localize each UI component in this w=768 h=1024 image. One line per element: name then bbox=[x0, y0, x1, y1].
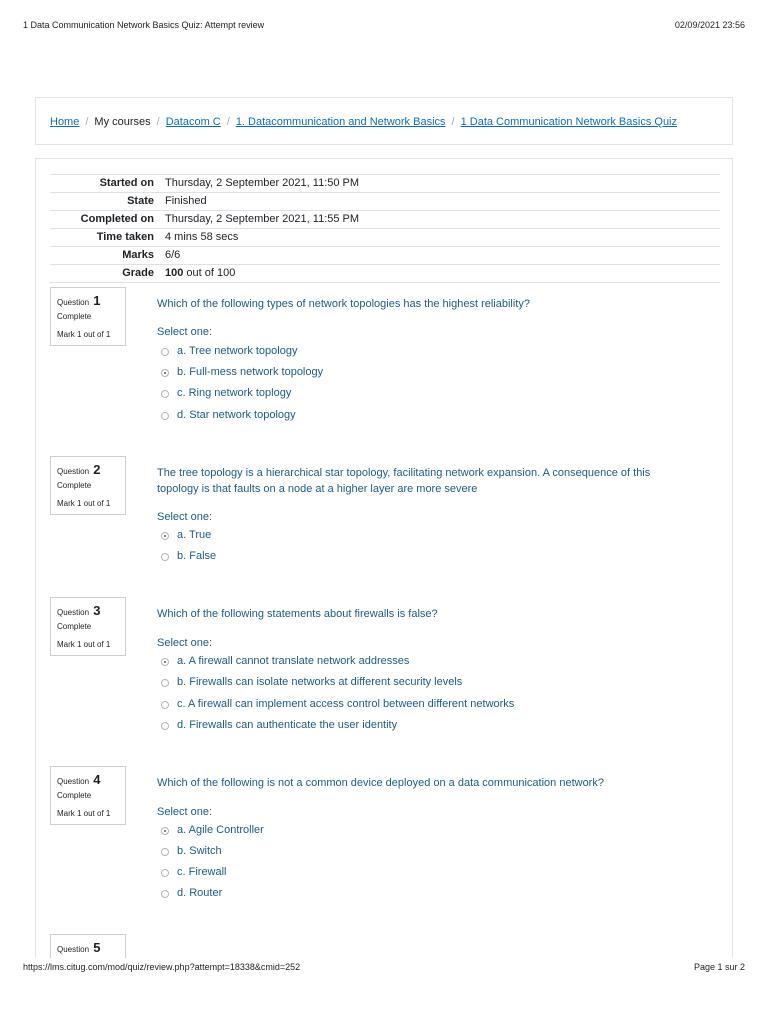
answer-label: d. Firewalls can authenticate the user identity bbox=[177, 719, 398, 731]
question-number-value: 2 bbox=[93, 462, 101, 477]
question-prefix: Question bbox=[57, 777, 90, 786]
answer-label: a. Tree network topology bbox=[177, 345, 298, 357]
select-one-label: Select one: bbox=[157, 806, 213, 818]
breadcrumb-separator: / bbox=[85, 116, 89, 128]
radio-button[interactable] bbox=[161, 348, 169, 356]
quiz-review-region bbox=[35, 158, 733, 958]
radio-button[interactable] bbox=[161, 848, 169, 856]
breadcrumb-separator: / bbox=[156, 116, 160, 128]
summary-row-state bbox=[50, 192, 720, 210]
question-grade: Mark 1 out of 1 bbox=[57, 499, 111, 508]
radio-button-checked[interactable] bbox=[161, 658, 169, 666]
summary-value: 6/6 bbox=[165, 249, 181, 261]
radio-button-checked[interactable] bbox=[161, 532, 169, 540]
question-prefix: Question bbox=[57, 945, 90, 954]
print-header bbox=[23, 20, 745, 34]
question-text: Which of the following is not a common device deployed on a data communication network? bbox=[157, 777, 604, 789]
summary-row-marks bbox=[50, 246, 720, 264]
print-header-datetime: 02/09/2021 23:56 bbox=[674, 20, 745, 30]
breadcrumb bbox=[50, 116, 677, 128]
attempt-summary-table bbox=[50, 174, 720, 283]
radio-button[interactable] bbox=[161, 722, 169, 730]
question-grade: Mark 1 out of 1 bbox=[57, 640, 111, 649]
summary-row-completed-on bbox=[50, 210, 720, 228]
summary-value bbox=[165, 267, 235, 279]
question-text: The tree topology is a hierarchical star topology, facilitating network expansion. A consequence of this topology is that faults on a node at a higher layer are more severe bbox=[157, 467, 651, 495]
radio-button[interactable] bbox=[161, 553, 169, 561]
question-info-box bbox=[50, 766, 126, 825]
question-number bbox=[57, 462, 101, 477]
answer-label: b. Firewalls can isolate networks at different security levels bbox=[177, 676, 463, 688]
question-number bbox=[57, 603, 101, 618]
summary-label: Marks bbox=[122, 249, 154, 261]
summary-label: Completed on bbox=[80, 213, 154, 225]
radio-button[interactable] bbox=[161, 701, 169, 709]
print-header-title: 1 Data Communication Network Basics Quiz: Attempt review bbox=[23, 20, 265, 30]
radio-button[interactable] bbox=[161, 412, 169, 420]
radio-button[interactable] bbox=[161, 890, 169, 898]
question-info-box bbox=[50, 934, 126, 958]
answer-label: a. A firewall cannot translate network addresses bbox=[177, 655, 410, 667]
answer-label: a. Agile Controller bbox=[177, 824, 264, 836]
radio-button[interactable] bbox=[161, 390, 169, 398]
answer-label: d. Star network topology bbox=[177, 409, 296, 421]
breadcrumb-separator: / bbox=[226, 116, 230, 128]
question-grade: Mark 1 out of 1 bbox=[57, 330, 111, 339]
question-info-box bbox=[50, 456, 126, 515]
question-text: Which of the following types of network topologies has the highest reliability? bbox=[157, 298, 530, 310]
question-grade: Mark 1 out of 1 bbox=[57, 809, 111, 818]
answer-label: c. A firewall can implement access control between different networks bbox=[177, 698, 515, 710]
answer-label: c. Ring network toplogy bbox=[177, 387, 292, 399]
question-number bbox=[57, 293, 101, 308]
radio-button[interactable] bbox=[161, 679, 169, 687]
breadcrumb-course-link[interactable]: Datacom C bbox=[165, 116, 221, 128]
question-text: Which of the following statements about firewalls is false? bbox=[157, 608, 438, 620]
breadcrumb-my-courses: My courses bbox=[94, 116, 151, 128]
radio-button[interactable] bbox=[161, 869, 169, 877]
question-prefix: Question bbox=[57, 467, 90, 476]
select-one-label: Select one: bbox=[157, 637, 213, 649]
summary-label: Started on bbox=[99, 177, 154, 189]
question-number-value: 1 bbox=[93, 293, 101, 308]
answer-label: b. Full-mess network topology bbox=[177, 366, 324, 378]
question-number-value: 4 bbox=[93, 772, 101, 787]
summary-label: Time taken bbox=[96, 231, 154, 243]
summary-value: Thursday, 2 September 2021, 11:55 PM bbox=[165, 213, 360, 225]
radio-button-checked[interactable] bbox=[161, 827, 169, 835]
summary-row-grade bbox=[50, 264, 720, 283]
radio-button-checked[interactable] bbox=[161, 369, 169, 377]
breadcrumb-home-link[interactable]: Home bbox=[50, 116, 80, 128]
question-number-value: 5 bbox=[93, 940, 101, 955]
question-info-box bbox=[50, 287, 126, 346]
question-prefix: Question bbox=[57, 608, 90, 617]
breadcrumb-section-link[interactable]: 1. Datacommunication and Network Basics bbox=[235, 116, 446, 128]
summary-label: State bbox=[127, 195, 154, 207]
question-state: Complete bbox=[57, 622, 92, 631]
grade-score: 100 bbox=[165, 267, 184, 279]
question-state: Complete bbox=[57, 791, 92, 800]
answer-label: d. Router bbox=[177, 887, 223, 899]
question-prefix: Question bbox=[57, 298, 90, 307]
answer-label: a. True bbox=[177, 529, 212, 541]
question-number-value: 3 bbox=[93, 603, 101, 618]
breadcrumb-separator: / bbox=[451, 116, 455, 128]
answer-label: b. Switch bbox=[177, 845, 222, 857]
question-number bbox=[57, 940, 101, 955]
summary-row-started-on bbox=[50, 174, 720, 192]
print-footer bbox=[23, 962, 745, 976]
answer-label: b. False bbox=[177, 550, 217, 562]
select-one-label: Select one: bbox=[157, 511, 213, 523]
question-info-box bbox=[50, 597, 126, 656]
print-footer-page: Page 1 sur 2 bbox=[693, 962, 745, 972]
question-number bbox=[57, 772, 101, 787]
question-state: Complete bbox=[57, 312, 92, 321]
summary-label: Grade bbox=[122, 267, 154, 279]
question-state: Complete bbox=[57, 481, 92, 490]
summary-value: Finished bbox=[165, 195, 207, 207]
grade-out-of: out of 100 bbox=[183, 267, 236, 279]
summary-value: 4 mins 58 secs bbox=[165, 231, 239, 243]
summary-value: Thursday, 2 September 2021, 11:50 PM bbox=[165, 177, 360, 189]
select-one-label: Select one: bbox=[157, 326, 213, 338]
summary-row-time-taken bbox=[50, 228, 720, 246]
print-footer-url: https://lms.citug.com/mod/quiz/review.php?attempt=18338&cmid=252 bbox=[23, 962, 301, 972]
breadcrumb-quiz-link[interactable]: 1 Data Communication Network Basics Quiz bbox=[460, 116, 678, 128]
answer-label: c. Firewall bbox=[177, 866, 227, 878]
breadcrumb-container bbox=[35, 97, 733, 145]
